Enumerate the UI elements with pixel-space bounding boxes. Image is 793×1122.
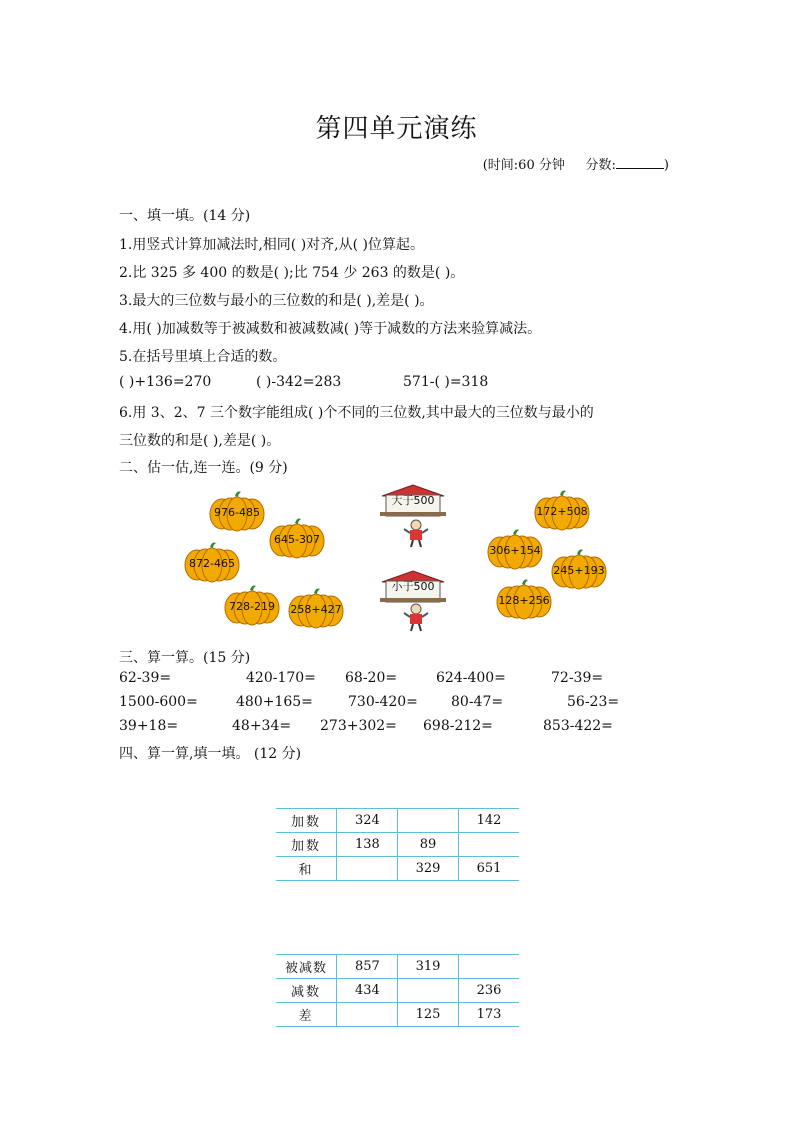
table-cell[interactable] — [337, 1003, 398, 1027]
calc-item: 1500-600= — [119, 694, 198, 710]
cartoon-figure-icon — [402, 518, 430, 548]
pumpkin-card[interactable] — [533, 489, 591, 531]
calc-item: 56-23= — [567, 694, 620, 710]
pumpkin-card[interactable] — [495, 578, 553, 620]
table-cell[interactable]: 142 — [459, 809, 520, 833]
question-6a: 6.用 3、2、7 三个数字能组成( )个不同的三位数,其中最大的三位数与最小的 — [119, 405, 594, 421]
calc-item: 853-422= — [543, 718, 613, 734]
section1-heading: 一、填一填。(14 分) — [119, 208, 251, 224]
question-1: 1.用竖式计算加减法时,相同( )对齐,从( )位算起。 — [119, 237, 425, 253]
table-cell: 差 — [276, 1003, 337, 1027]
pumpkin-label: 306+154 — [489, 544, 541, 557]
pumpkin-label: 976-485 — [214, 506, 260, 519]
pumpkin-label: 172+508 — [536, 505, 588, 518]
calc-item: 48+34= — [232, 718, 292, 734]
table-cell[interactable]: 173 — [459, 1003, 520, 1027]
table-cell[interactable]: 329 — [398, 857, 459, 881]
calc-item: 730-420= — [348, 694, 418, 710]
table-row — [276, 979, 519, 1003]
calc-item: 68-20= — [345, 670, 398, 686]
section4-heading: 四、算一算,填一填。 (12 分) — [119, 746, 302, 762]
pumpkin-label: 872-465 — [189, 557, 235, 570]
table-row — [276, 1003, 519, 1027]
table-cell[interactable]: 324 — [337, 809, 398, 833]
calc-item: 39+18= — [119, 718, 179, 734]
cartoon-figure-icon — [402, 602, 430, 632]
calc-item: 624-400= — [436, 670, 506, 686]
table-cell[interactable]: 236 — [459, 979, 520, 1003]
table-cell[interactable]: 651 — [459, 857, 520, 881]
q5-item: ( )-342=283 — [256, 374, 342, 390]
question-6b: 三位数的和是( ),差是( )。 — [119, 433, 281, 449]
calc-item: 80-47= — [451, 694, 504, 710]
section2-heading: 二、估一估,连一连。(9 分) — [119, 460, 288, 476]
table-cell[interactable]: 138 — [337, 833, 398, 857]
table-cell[interactable] — [398, 809, 459, 833]
table-cell[interactable] — [398, 979, 459, 1003]
pumpkin-card[interactable] — [208, 490, 266, 532]
table-cell: 加数 — [276, 833, 337, 857]
table-cell[interactable] — [459, 955, 520, 979]
subtitle-close: ) — [663, 158, 669, 173]
pumpkin-label: 128+256 — [498, 594, 550, 607]
house-less-500[interactable] — [378, 570, 448, 604]
table-cell[interactable]: 434 — [337, 979, 398, 1003]
pumpkin-label: 645-307 — [274, 533, 320, 546]
table-cell[interactable]: 857 — [337, 955, 398, 979]
table-row — [276, 809, 519, 833]
pumpkin-card[interactable] — [183, 541, 241, 583]
score-label: 分数: — [585, 158, 616, 173]
pumpkin-card[interactable] — [268, 517, 326, 559]
calc-item: 480+165= — [236, 694, 313, 710]
pumpkin-label: 258+427 — [290, 603, 342, 616]
table-row — [276, 955, 519, 979]
calc-item: 698-212= — [423, 718, 493, 734]
question-5-items — [119, 374, 488, 390]
question-3: 3.最大的三位数与最小的三位数的和是( ),差是( )。 — [119, 293, 434, 309]
calc-item: 273+302= — [320, 718, 397, 734]
pumpkin-card[interactable] — [287, 587, 345, 629]
table-cell: 加数 — [276, 809, 337, 833]
page-title: 第四单元演练 — [315, 114, 478, 144]
pumpkin-card[interactable] — [223, 584, 281, 626]
table-cell: 被减数 — [276, 955, 337, 979]
subtraction-table — [276, 954, 519, 1027]
table-cell[interactable]: 125 — [398, 1003, 459, 1027]
section3-heading: 三、算一算。(15 分) — [119, 650, 251, 666]
table-cell[interactable] — [459, 833, 520, 857]
time-label: (时间:60 分钟 — [482, 158, 565, 173]
question-4: 4.用( )加减数等于被减数和被减数减( )等于减数的方法来验算减法。 — [119, 321, 542, 337]
table-row — [276, 857, 519, 881]
table-cell: 减数 — [276, 979, 337, 1003]
q5-item: ( )+136=270 — [119, 374, 212, 390]
score-blank[interactable] — [616, 156, 664, 169]
calc-item: 72-39= — [551, 670, 604, 686]
pumpkin-label: 728-219 — [229, 600, 275, 613]
table-cell[interactable] — [337, 857, 398, 881]
house-label: 小于500 — [391, 580, 435, 593]
question-5: 5.在括号里填上合适的数。 — [119, 349, 287, 365]
question-2: 2.比 325 多 400 的数是( );比 754 少 263 的数是( )。 — [119, 265, 465, 281]
calc-item: 420-170= — [246, 670, 316, 686]
addition-table — [276, 808, 519, 881]
pumpkin-card[interactable] — [550, 548, 608, 590]
q5-item: 571-( )=318 — [403, 374, 489, 390]
house-label: 大于500 — [391, 494, 435, 507]
time-score-line — [483, 154, 669, 173]
table-cell: 和 — [276, 857, 337, 881]
pumpkin-card[interactable] — [486, 528, 544, 570]
table-cell[interactable]: 319 — [398, 955, 459, 979]
house-greater-500[interactable] — [378, 484, 448, 518]
pumpkin-label: 245+193 — [553, 564, 605, 577]
table-row — [276, 833, 519, 857]
calc-item: 62-39= — [119, 670, 172, 686]
table-cell[interactable]: 89 — [398, 833, 459, 857]
